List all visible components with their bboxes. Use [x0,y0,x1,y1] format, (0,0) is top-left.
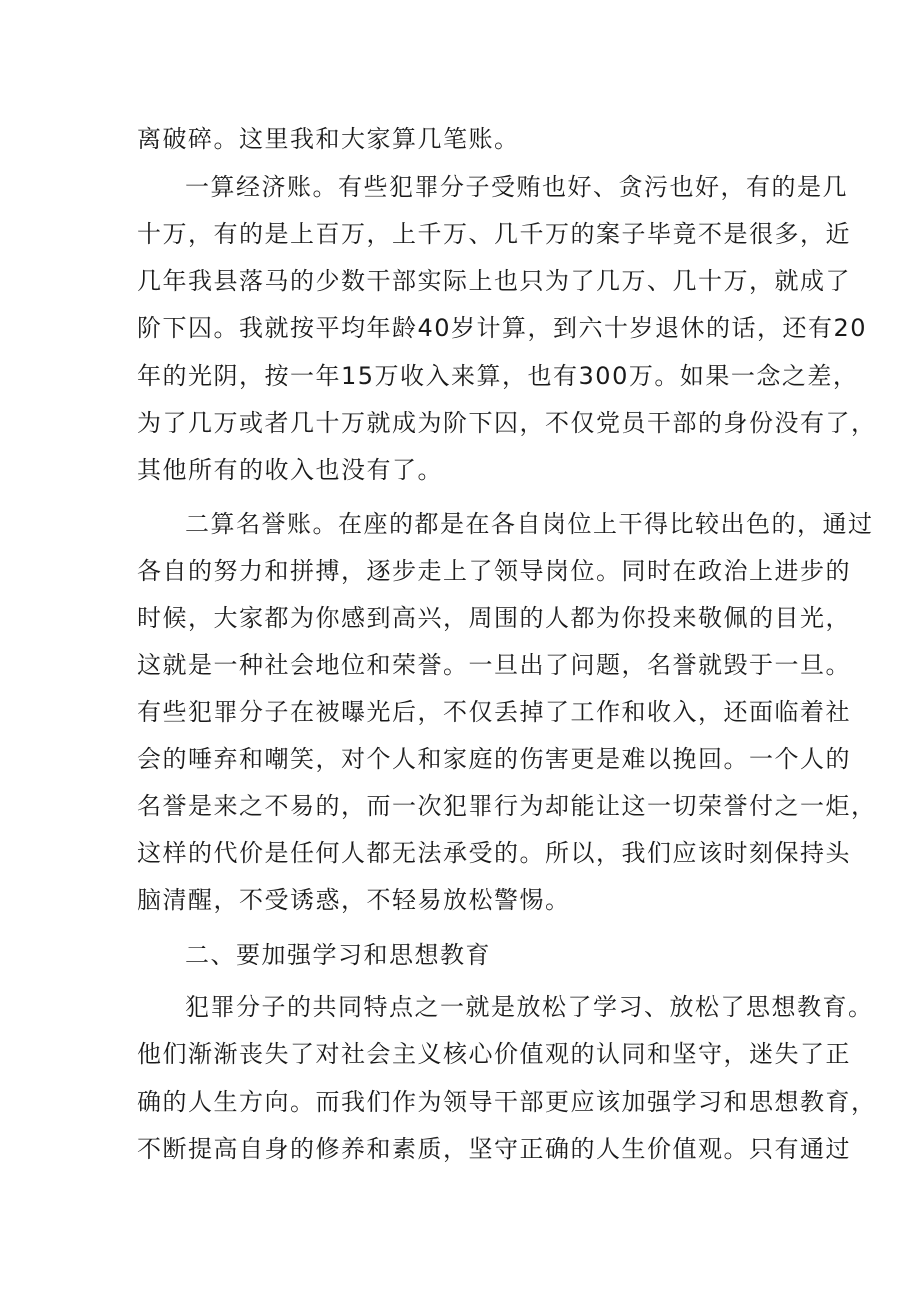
text-line: 其他所有的收入也没有了。 [137,456,443,484]
text-line: 年的光阴，按一年15万收入来算，也有300万。如果一念之差， [137,362,859,390]
text-line: 他们渐渐丧失了对社会主义核心价值观的认同和坚守，迷失了正 [137,1040,851,1068]
text-line: 确的人生方向。而我们作为领导干部更应该加强学习和思想教育， [137,1088,877,1116]
text-line: 这就是一种社会地位和荣誉。一旦出了问题，名誉就毁于一旦。 [137,651,851,679]
section-heading: 二、要加强学习和思想教育 [185,941,491,969]
text-line: 这样的代价是任何人都无法承受的。所以，我们应该时刻保持头 [137,839,851,867]
paragraph-economic-account-start: 一算经济账。有些犯罪分子受贿也好、贪污也好，有的是几 [185,173,848,201]
text-line: 不断提高自身的修养和素质，坚守正确的人生价值观。只有通过 [137,1135,851,1163]
text-line: 十万，有的是上百万，上千万、几千万的案子毕竟不是很多，近 [137,220,851,248]
text-line: 名誉是来之不易的，而一次犯罪行为却能让这一切荣誉付之一炬， [137,792,877,820]
text-line: 几年我县落马的少数干部实际上也只为了几万、几十万，就成了 [137,267,851,295]
paragraph-study-start: 犯罪分子的共同特点之一就是放松了学习、放松了思想教育。 [185,993,874,1021]
text-line: 时候，大家都为你感到高兴，周围的人都为你投来敬佩的目光， [137,604,851,632]
text-line: 脑清醒，不受诱惑，不轻易放松警惕。 [137,886,571,914]
text-line: 各自的努力和拼搏，逐步走上了领导岗位。同时在政治上进步的 [137,557,851,585]
text-line: 离破碎。这里我和大家算几笔账。 [137,125,520,153]
text-line: 会的唾弃和嘲笑，对个人和家庭的伤害更是难以挽回。一个人的 [137,745,851,773]
paragraph-reputation-account-start: 二算名誉账。在座的都是在各自岗位上干得比较出色的，通过 [185,510,874,538]
text-line: 为了几万或者几十万就成为阶下囚，不仅党员干部的身份没有了， [137,409,877,437]
text-line: 阶下囚。我就按平均年龄40岁计算，到六十岁退休的话，还有20 [137,314,868,342]
text-line: 有些犯罪分子在被曝光后，不仅丢掉了工作和收入，还面临着社 [137,698,851,726]
